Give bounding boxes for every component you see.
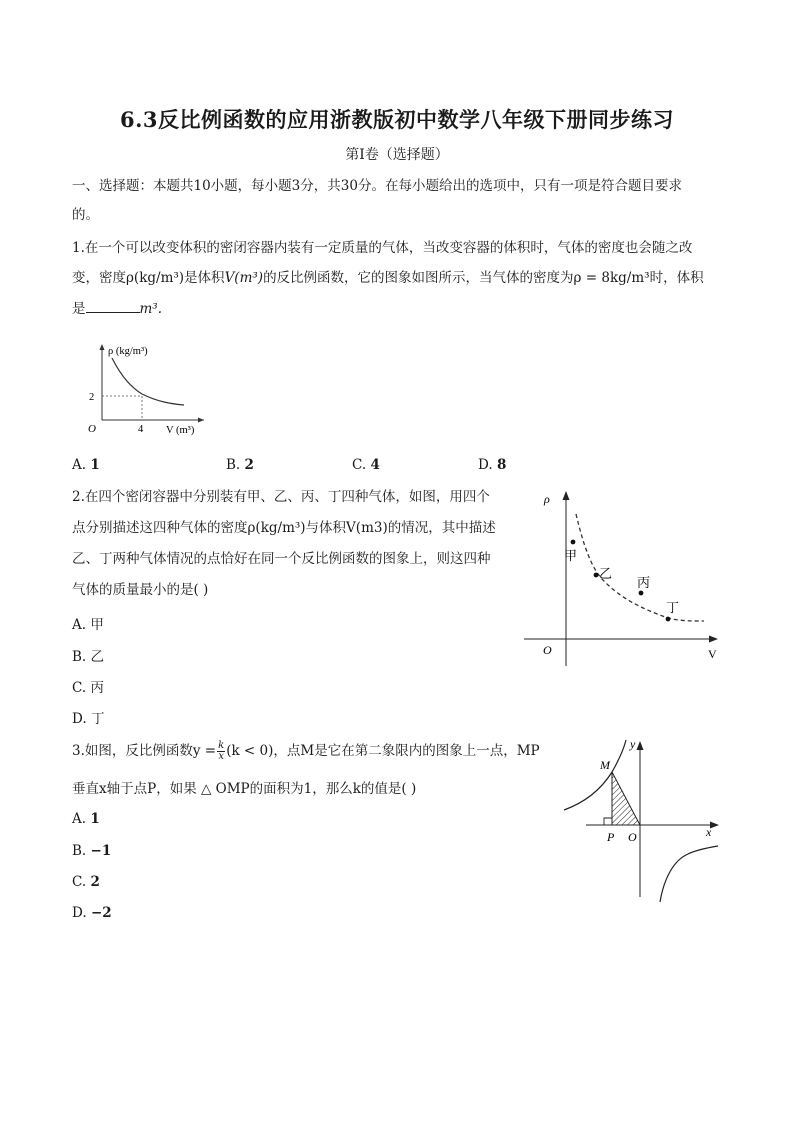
q3-option-c-value: 2 — [90, 874, 100, 890]
q1-line-2-part-b: V(m³) — [224, 270, 264, 286]
q3-line-1-part-a: 3.如图，反比例函数y = — [72, 743, 217, 759]
q3-option-c-letter: C. — [72, 874, 87, 890]
q1-option-b-value: 2 — [244, 457, 254, 473]
q1-tick-x: 4 — [138, 424, 144, 435]
q2-option-a-letter: A. — [72, 617, 87, 633]
q1-graph — [80, 336, 210, 440]
q2-label-ding: 丁 — [666, 600, 680, 615]
q1-option-c[interactable] — [352, 457, 380, 473]
answer-blank[interactable] — [86, 300, 140, 313]
q3-line-2: 垂直x轴于点P，如果 △ OMP的面积为1，那么k的值是( ) — [72, 781, 417, 797]
q3-x-arrow — [710, 822, 719, 829]
q3-fraction — [217, 741, 225, 762]
q3-graph — [556, 732, 726, 902]
q2-y-arrow — [563, 491, 570, 500]
q3-option-d-value: −2 — [90, 905, 112, 921]
q3-curve-quadrant-4 — [660, 846, 718, 902]
q2-option-c-letter: C. — [72, 680, 87, 696]
q1-option-b-letter: B. — [226, 457, 241, 473]
q3-fraction-denominator: x — [218, 751, 224, 762]
q2-line-3: 乙、丁两种气体情况的点恰好在同一个反比例函数的图象上，则这四种 — [72, 551, 491, 567]
q3-option-d-letter: D. — [72, 905, 87, 921]
section-heading: 第Ⅰ卷（选择题） — [345, 147, 449, 163]
q2-option-d-value: 丁 — [90, 711, 105, 727]
q3-option-d[interactable] — [72, 905, 112, 921]
q1-y-label: ρ (kg/m³) — [108, 346, 148, 357]
q3-option-a-letter: A. — [72, 811, 87, 827]
q1-option-c-value: 4 — [370, 457, 380, 473]
q1-line-3-part-b: m³. — [139, 301, 163, 317]
q2-line-1: 2.在四个密闭容器中分别装有甲、乙、丙、丁四种气体，如图，用四个 — [72, 489, 490, 505]
q2-line-2: 点分别描述这四种气体的密度ρ(kg/m³)与体积V(m3)的情况，其中描述 — [72, 520, 496, 536]
q2-option-b[interactable] — [72, 645, 104, 665]
q3-option-b[interactable] — [72, 843, 111, 859]
q2-option-a[interactable] — [72, 613, 104, 633]
q1-y-arrow — [100, 344, 105, 350]
q3-option-b-letter: B. — [72, 843, 87, 859]
q3-x-label: x — [706, 825, 712, 839]
instructions-line-2: 的。 — [72, 207, 99, 223]
q1-tick-y: 2 — [89, 392, 95, 403]
q1-line-2-part-c: 的反比例函数，它的图象如图所示，当气体的密度为ρ = 8kg/m³时，体积 — [263, 270, 704, 286]
q1-line-2-part-a: 变，密度ρ(kg/m³)是体积 — [72, 270, 225, 286]
q1-curve — [112, 358, 184, 405]
q1-option-a-value: 1 — [90, 457, 100, 473]
q2-label-yi: 乙 — [599, 566, 613, 581]
q1-option-d-value: 8 — [496, 457, 507, 473]
q3-fraction-numerator: k — [218, 740, 225, 751]
q2-label-jia: 甲 — [564, 548, 578, 563]
q2-point-jia — [571, 540, 576, 545]
q3-option-a[interactable] — [72, 811, 100, 827]
q1-option-d-letter: D. — [478, 457, 493, 473]
q1-line-3-part-a: 是 — [72, 301, 86, 317]
q2-point-yi — [594, 573, 599, 578]
q3-option-b-value: −1 — [90, 843, 112, 859]
instructions-line-1: 一、选择题：本题共10小题，每小题3分，共30分。在每小题给出的选项中，只有一项是符合题目要求 — [72, 178, 682, 194]
q2-option-c[interactable] — [72, 676, 104, 696]
q3-option-c[interactable] — [72, 874, 100, 890]
q3-origin: O — [628, 830, 637, 844]
q2-option-a-value: 甲 — [90, 617, 104, 633]
q2-origin: O — [543, 643, 552, 657]
q2-y-label: ρ — [544, 492, 550, 506]
q1-option-c-letter: C. — [352, 457, 367, 473]
q1-line-3 — [72, 299, 162, 319]
q1-option-a[interactable] — [72, 457, 100, 473]
q2-x-arrow — [709, 636, 718, 643]
q1-option-a-letter: A. — [72, 457, 87, 473]
q2-curve — [576, 514, 704, 621]
q3-y-label: y — [630, 737, 636, 751]
page-title: 6.3反比例函数的应用浙教版初中数学八年级下册同步练习 — [119, 107, 675, 132]
q3-line-1 — [72, 740, 540, 762]
q2-x-label: V — [708, 647, 717, 661]
q2-option-b-letter: B. — [72, 649, 87, 665]
q1-option-d[interactable] — [478, 457, 506, 473]
q1-line-1: 1.在一个可以改变体积的密闭容器内装有一定质量的气体，当改变容器的体积时，气体的密度也会随之改 — [72, 240, 693, 256]
q2-point-ding — [666, 617, 671, 622]
q2-option-d[interactable] — [72, 707, 104, 727]
q2-option-c-value: 丙 — [90, 680, 104, 696]
q1-x-label: V (m³) — [166, 425, 195, 436]
q1-line-2 — [72, 268, 704, 288]
q3-label-m: M — [600, 758, 610, 772]
q2-option-d-letter: D. — [72, 711, 87, 727]
q2-line-4: 气体的质量最小的是( ) — [72, 582, 209, 598]
q3-triangle-omp — [612, 772, 640, 825]
q3-right-angle-mark — [604, 818, 612, 825]
q3-line-1-part-b: (k < 0)，点M是它在第二象限内的图象上一点，MP — [226, 743, 540, 759]
q2-option-b-value: 乙 — [90, 649, 105, 665]
q3-option-a-value: 1 — [90, 811, 100, 827]
q1-option-b[interactable] — [226, 457, 254, 473]
q3-y-arrow — [637, 741, 644, 750]
q2-point-bing — [639, 591, 644, 596]
q2-graph — [520, 486, 730, 666]
q2-label-bing: 丙 — [637, 575, 651, 590]
q1-x-arrow — [198, 418, 204, 423]
q3-label-p: P — [607, 830, 615, 844]
q1-origin: O — [88, 423, 96, 435]
